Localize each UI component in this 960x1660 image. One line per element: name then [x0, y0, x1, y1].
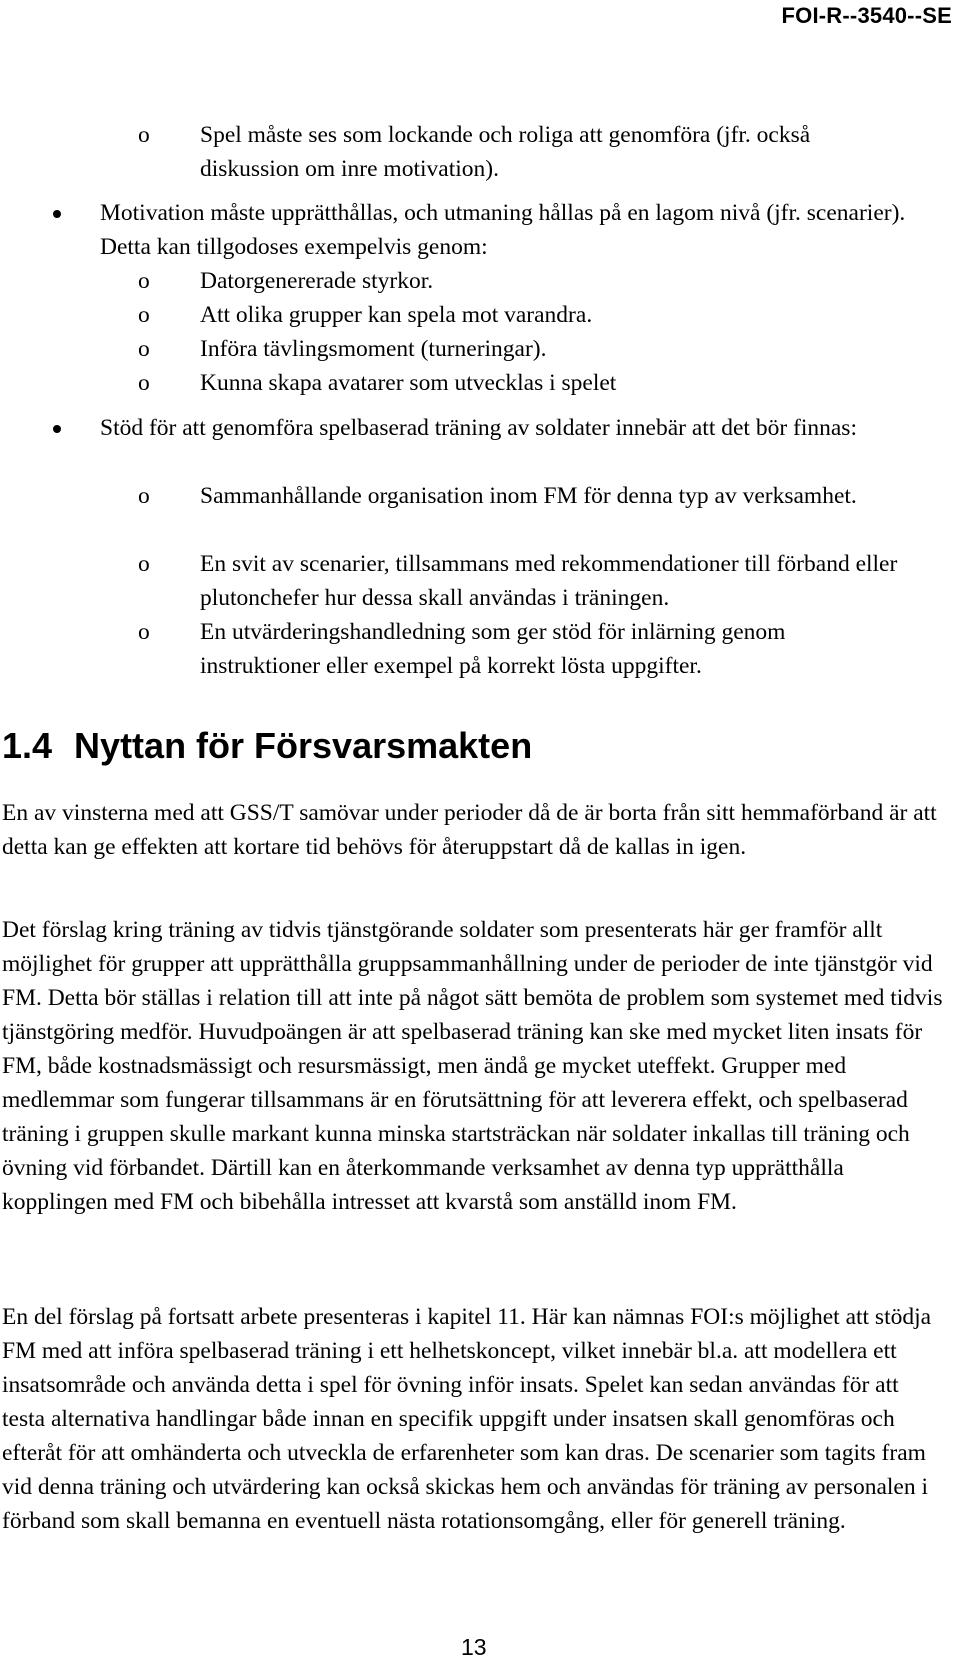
sub-bullet-text: Kunna skapa avatarer som utvecklas i spelet — [200, 370, 617, 396]
bullet-text: Motivation måste upprätthållas, och utmaning hållas på en lagom nivå (jfr. scenarier). Detta kan tillgodoses exempelvis genom: — [100, 200, 906, 260]
sub-bullet-marker: o — [138, 122, 150, 148]
sub-bullet-text: Datorgenererade styrkor. — [200, 268, 434, 294]
page-number: 13 — [461, 1634, 487, 1660]
bullet-dot — [53, 425, 61, 433]
bullet-text: Stöd för att genomföra spelbaserad träning av soldater innebär att det bör finnas: — [100, 415, 857, 441]
sub-bullet-marker: o — [138, 336, 150, 362]
body-paragraph: Det förslag kring träning av tidvis tjänstgörande soldater som presenterats här ger framför allt möjlighet för grupper att upprätthålla gruppsammanhållning under de perioder de inte tjänstgör vid FM. Detta bör ställas i relation till att inte på något sätt bemöta de problem som systemet med tidvis tjänstgöring medför. Huvudpoängen är att spelbaserad träning kan ske med mycket liten insats för FM, både kostnadsmässigt och resursmässigt, men ändå ge mycket uteffekt. Grupper med medlemmar som fungerar tillsammans är en förutsättning för att leverera effekt, och spelbaserad träning i gruppen skulle markant kunna minska startsträckan när soldater inkallas till träning och övning vid förbandet. Därtill kan en återkommande verksamhet av denna typ upprätthålla kopplingen med FM och bibehålla intresset att kvarstå som anställd inom FM. — [2, 917, 943, 1215]
sub-bullet-text: En utvärderingshandledning som ger stöd för inlärning genom instruktioner eller exempel på korrekt lösta uppgifter. — [200, 619, 786, 679]
sub-bullet-marker: o — [138, 268, 150, 294]
sub-bullet-text: Sammanhållande organisation inom FM för denna typ av verksamhet. — [200, 483, 857, 509]
body-paragraph: En del förslag på fortsatt arbete presenteras i kapitel 11. Här kan nämnas FOI:s möjlighet att stödja FM med att införa spelbaserad träning i ett helhetskoncept, vilket innebär bl.a. att modellera ett insatsområde och använda detta i spel för övning inför insats. Spelet kan sedan användas för att testa alternativa handlingar både innan en specifik uppgift under insatsen skall genomföras och efteråt för att omhänderta och utveckla de erfarenheter som kan dras. De scenarier som tagits fram vid denna träning och utvärdering kan också skickas hem och användas för träning av personalen i förband som skall bemanna en eventuell nästa rotationsomgång, eller för generell träning. — [2, 1304, 932, 1534]
sub-bullet-text: Att olika grupper kan spela mot varandra. — [200, 302, 593, 328]
sub-bullet-text: En svit av scenarier, tillsammans med rekommendationer till förband eller plutonchefer hur dessa skall användas i träningen. — [200, 551, 898, 611]
bullet-dot — [53, 210, 61, 218]
sub-bullet-text: Spel måste ses som lockande och roliga att genomföra (jfr. också diskussion om inre motivation). — [200, 122, 811, 182]
sub-bullet-text: Införa tävlingsmoment (turneringar). — [200, 336, 547, 362]
section-title: Nyttan för Försvarsmakten — [74, 725, 533, 766]
section-heading — [2, 724, 532, 768]
document-id: FOI-R--3540--SE — [781, 3, 952, 28]
sub-bullet-marker: o — [138, 370, 150, 396]
body-paragraph: En av vinsterna med att GSS/T samövar under perioder då de är borta från sitt hemmaförband är att detta kan ge effekten att kortare tid behövs för återuppstart då de kallas in igen. — [2, 800, 937, 860]
section-number: 1.4 — [2, 725, 53, 766]
sub-bullet-marker: o — [138, 551, 150, 577]
sub-bullet-marker: o — [138, 619, 150, 645]
sub-bullet-marker: o — [138, 483, 150, 509]
sub-bullet-marker: o — [138, 302, 150, 328]
